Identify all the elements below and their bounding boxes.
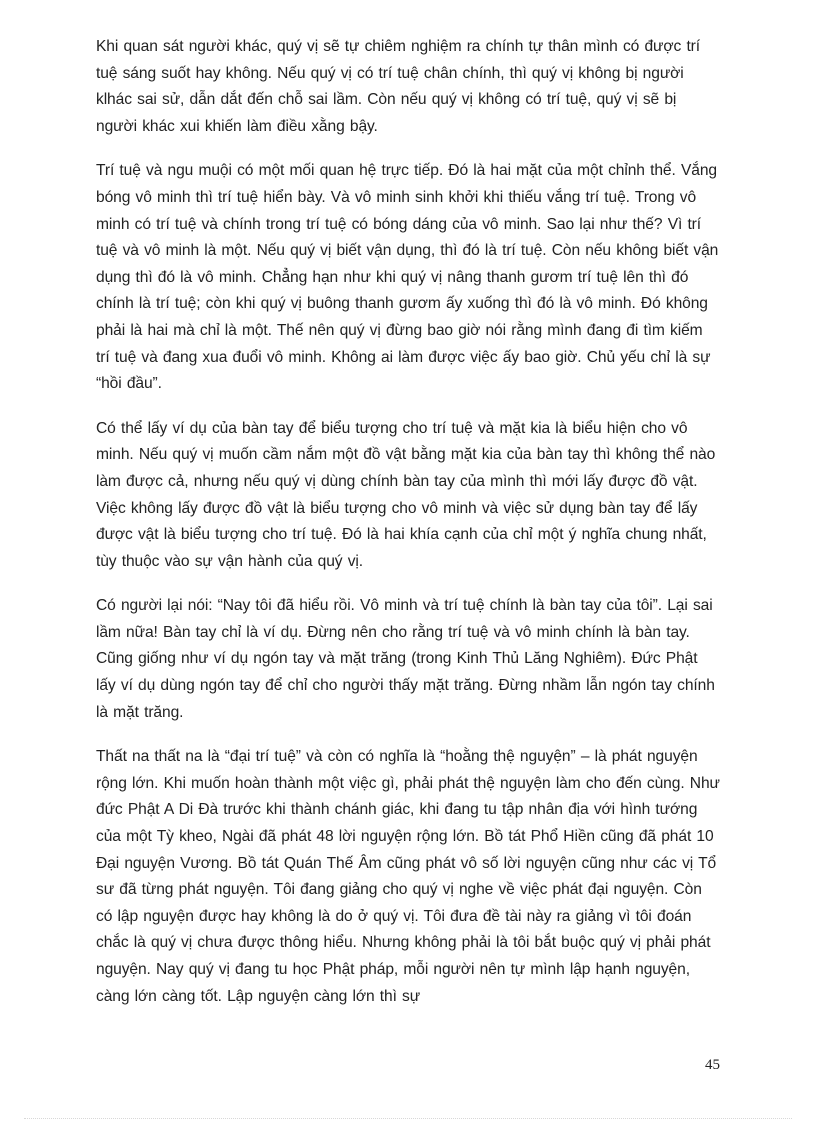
page-bottom-divider: [24, 1118, 792, 1119]
page-body: [96, 34, 720, 1028]
paragraph-1: Khi quan sát người khác, quý vị sẽ tự chiêm nghiệm ra chính tự thân mình có được trí tuệ sáng suốt hay không. Nếu quý vị có trí tuệ chân chính, thì quý vị không bị người klhác sai sử, dẫn dắt đến chỗ sai lầm. Còn nếu quý vị không có trí tuệ, quý vị sẽ bị người khác xui khiến làm điều xằng bậy.: [96, 38, 701, 135]
paragraph-5: Thất na thất na là “đại trí tuệ” và còn có nghĩa là “hoằng thệ nguyện” – là phát nguyện rộng lớn. Khi muốn hoàn thành một việc gì, phải phát thệ nguyện làm cho đến cùng. Như đức Phật A Di Đà trước khi thành chánh giác, khi đang tu tập nhân địa với hình tướng của một Tỳ kheo, Ngài đã phát 48 lời nguyện rộng lớn. Bồ tát Phổ Hiền cũng đã phát 10 Đại nguyện Vương. Bồ tát Quán Thế Âm cũng phát vô số lời nguyện cũng như các vị Tổ sư đã từng phát nguyện. Tôi đang giảng cho quý vị nghe về việc phát đại nguyện. Còn có lập nguyện được hay không là do ở quý vị. Tôi đưa đề tài này ra giảng vì tôi đoán chắc là quý vị chưa được thông hiểu. Nhưng không phải là tôi bắt buộc quý vị phải phát nguyện. Nay quý vị đang tu học Phật pháp, mỗi người nên tự mình lập hạnh nguyện, càng lớn càng tốt. Lập nguyện càng lớn thì sự: [96, 748, 720, 1005]
page-number: 45: [705, 1057, 720, 1073]
paragraph-2: Trí tuệ và ngu muội có một mối quan hệ trực tiếp. Đó là hai mặt của một chỉnh thể. Vắng bóng vô minh thì trí tuệ hiển bày. Và vô minh sinh khởi khi thiếu vắng trí tuệ. Trong vô minh có trí tuệ và chính trong trí tuệ có bóng dáng của vô minh. Sao lại như thế? Vì trí tuệ và vô minh là một. Nếu quý vị biết vận dụng, thì đó là trí tuệ. Còn nếu không biết vận dụng thì đó là vô minh. Chẳng hạn như khi quý vị nâng thanh gươm trí tuệ lên thì đó chính là trí tuệ; còn khi quý vị buông thanh gươm ấy xuống thì đó là vô minh. Đó không phải là hai mà chỉ là một. Thế nên quý vị đừng bao giờ nói rằng mình đang đi tìm kiếm trí tuệ và đang xua đuổi vô minh. Không ai làm được việc ấy bao giờ. Chủ yếu chỉ là sự “hồi đầu”.: [96, 162, 719, 393]
paragraph-3: Có thể lấy ví dụ của bàn tay để biểu tượng cho trí tuệ và mặt kia là biểu hiện cho vô minh. Nếu quý vị muốn cầm nắm một đồ vật bằng mặt kia của bàn tay thì không thể nào làm được cả, nhưng nếu quý vị dùng chính bàn tay của mình thì mới lấy được đồ vật. Việc không lấy được đồ vật là biểu tượng cho vô minh và việc sử dụng bàn tay để lấy được vật là biểu tượng cho trí tuệ. Đó là hai khía cạnh của chỉ một ý nghĩa chung nhất, tùy thuộc vào sự vận hành của quý vị.: [96, 419, 716, 570]
paragraph-4: Có người lại nói: “Nay tôi đã hiểu rồi. Vô minh và trí tuệ chính là bàn tay của tôi”. Lại sai lầm nữa! Bàn tay chỉ là ví dụ. Đừng nên cho rằng trí tuệ và vô minh chính là bàn tay. Cũng giống như ví dụ ngón tay và mặt trăng (trong Kinh Thủ Lăng Nghiêm). Đức Phật lấy ví dụ dùng ngón tay để chỉ cho người thấy mặt trăng. Đừng nhầm lẫn ngón tay chính là mặt trăng.: [96, 597, 715, 721]
